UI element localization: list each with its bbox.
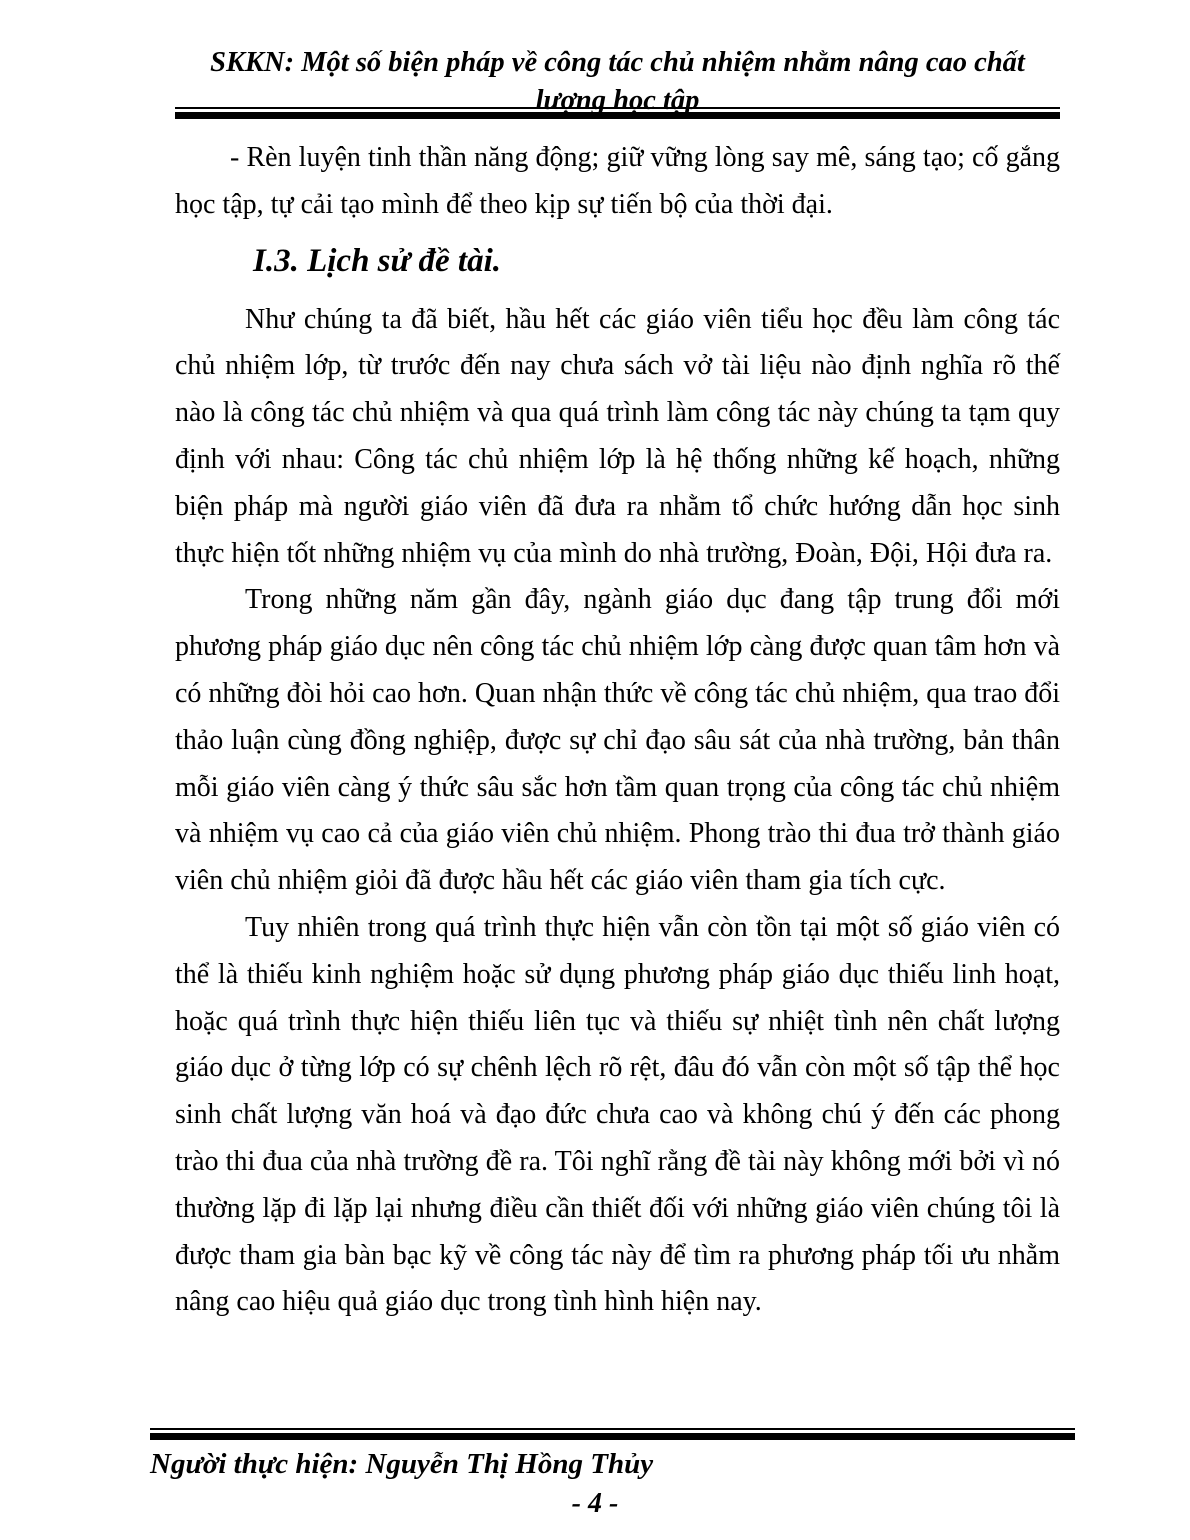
page-number: - 4 - [571,1488,619,1519]
paragraph-tuy-nhien: Tuy nhiên trong quá trình thực hiện vẫn còn tồn tại một số giáo viên có thể là thiếu kinh nghiệm hoặc sử dụng phương pháp giáo dục thiếu linh hoạt, hoặc quá trình thực hiện thiếu liên tục và thiếu sự nhiệt tình nên chất lượng giáo dục ở từng lớp có sự chênh lệch rõ rệt, đâu đó vẫn còn một số tập thể học sinh chất lượng văn hoá và đạo đức chưa cao và không chú ý đến các phong trào thi đua của nhà trường đề ra. Tôi nghĩ rằng đề tài này không mới bởi vì nó thường lặp đi lặp lại nhưng điều cần thiết đối với những giáo viên chúng tôi là được tham gia bàn bạc kỹ về công tác này để tìm ra phương pháp tối ưu nhằm nâng cao hiệu quả giáo dục trong tình hình hiện nay. [175,911,1060,1318]
footer-rule [150,1428,1075,1440]
running-header-title: SKKN: Một số biện pháp về công tác chủ nhiệm nhằm nâng cao chất lượng học tập [210,47,1025,116]
paragraph-ren-luyen: - Rèn luyện tinh thần năng động; giữ vững lòng say mê, sáng tạo; cố gắng học tập, tự cải tạo mình để theo kịp sự tiến bộ của thời đại. [175,142,1060,220]
paragraph-trong-nhung-nam: Trong những năm gần đây, ngành giáo dục đang tập trung đổi mới phương pháp giáo dục nên công tác chủ nhiệm lớp càng được quan tâm hơn và có những đòi hỏi cao hơn. Quan nhận thức về công tác chủ nhiệm, qua trao đổi thảo luận cùng đồng nghiệp, được sự chỉ đạo sâu sát của nhà trường, bản thân mỗi giáo viên càng ý thức sâu sắc hơn tầm quan trọng của công tác chủ nhiệm và nhiệm vụ cao cả của giáo viên chủ nhiệm. Phong trào thi đua trở thành giáo viên chủ nhiệm giỏi đã được hầu hết các giáo viên tham gia tích cực. [175,584,1060,897]
page-footer [150,1428,1075,1482]
document-body [175,135,1060,1326]
section-heading-lich-su-de-tai: I.3. Lịch sử đề tài. [253,242,502,279]
paragraph-nhu-chung-ta: Như chúng ta đã biết, hầu hết các giáo viên tiểu học đều làm công tác chủ nhiệm lớp, từ trước đến nay chưa sách vở tài liệu nào định nghĩa rõ thế nào là công tác chủ nhiệm và qua quá trình làm công tác này chúng ta tạm quy định với nhau: Công tác chủ nhiệm lớp là hệ thống những kế hoạch, những biện pháp mà người giáo viên đã đưa ra nhằm tổ chức hướng dẫn học sinh thực hiện tốt những nhiệm vụ của mình do nhà trường, Đoàn, Đội, Hội đưa ra. [175,303,1060,569]
author-credit: Người thực hiện: Nguyễn Thị Hồng Thủy [150,1448,654,1480]
